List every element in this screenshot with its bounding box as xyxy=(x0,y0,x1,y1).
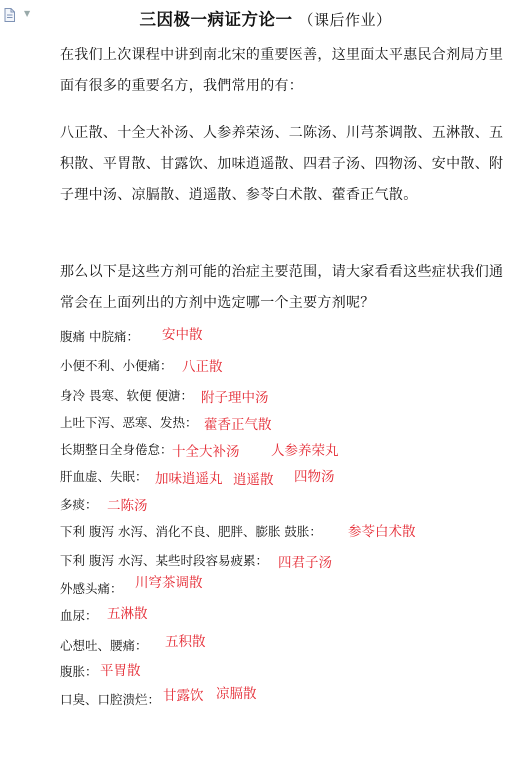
list-item xyxy=(60,545,520,571)
handwritten-answer: 参苓白术散 xyxy=(348,524,416,540)
handwritten-answer: 甘露饮 xyxy=(163,688,204,704)
dropdown-caret-icon[interactable]: ▼ xyxy=(24,9,31,18)
symptom-text: 长期整日全身倦怠： xyxy=(60,442,173,457)
list-item xyxy=(60,573,520,599)
formula-list-paragraph: 八正散、十全大补汤、人参养荣汤、二陈汤、川芎茶调散、五淋散、五积散、平胃散、甘露饮、加味逍遥散、四君子汤、四物汤、安中散、附子理中汤、凉膈散、逍遥散、参苓白术散、藿香正气散。 xyxy=(60,125,504,203)
list-item xyxy=(60,407,520,433)
list-item xyxy=(60,630,520,656)
list-item xyxy=(60,380,520,406)
list-item xyxy=(60,600,520,626)
handwritten-answer: 凉膈散 xyxy=(216,686,257,702)
title-sub: （课后作业） xyxy=(298,11,392,29)
handwritten-answer: 川穹茶调散 xyxy=(135,575,203,591)
handwritten-answer: 四物汤 xyxy=(294,469,335,485)
handwritten-answer: 人参养荣丸 xyxy=(271,443,339,459)
handwritten-answer: 十全大补汤 xyxy=(172,444,240,460)
symptom-text: 身冷 畏寒、软便 便溏： xyxy=(60,388,193,403)
symptom-text: 下利 腹泻 水泻、某些时段容易疲累： xyxy=(60,553,268,568)
list-item xyxy=(60,350,520,376)
handwritten-answer: 五淋散 xyxy=(107,606,148,622)
symptom-text: 口臭、口腔溃烂： xyxy=(60,692,161,707)
symptom-text: 腹胀： xyxy=(60,664,98,679)
handwritten-answer: 加味逍遥丸 xyxy=(155,471,223,487)
symptom-text: 上吐下泻、恶寒、发热： xyxy=(60,415,198,430)
handwritten-answer: 平胃散 xyxy=(100,663,141,679)
symptom-text: 血尿： xyxy=(60,608,98,623)
list-item xyxy=(60,489,520,515)
list-item xyxy=(60,434,520,460)
list-item xyxy=(60,656,520,682)
symptom-text: 下利 腹泻 水泻、消化不良、肥胖、膨胀 鼓胀： xyxy=(60,524,322,539)
intro-paragraph: 在我们上次课程中讲到南北宋的重要医善，这里面太平惠民合剂局方里面有很多的重要名方，我們常用的有： xyxy=(60,47,504,94)
symptom-text: 腹痛 中脘痛： xyxy=(60,329,139,344)
handwritten-answer: 八正散 xyxy=(182,359,223,375)
symptom-text: 多痰： xyxy=(60,497,98,512)
handwritten-answer: 附子理中汤 xyxy=(201,390,269,406)
list-item xyxy=(60,321,520,347)
document-title xyxy=(0,6,531,30)
title-main: 三因极一病证方论一 xyxy=(139,10,293,29)
list-item xyxy=(60,516,520,542)
symptom-text: 外感头痛： xyxy=(60,581,123,596)
handwritten-answer: 安中散 xyxy=(162,327,203,343)
handwritten-answer: 二陈汤 xyxy=(107,498,148,514)
handwritten-answer: 藿香正气散 xyxy=(204,417,272,433)
symptom-text: 肝血虚、失眠： xyxy=(60,469,148,484)
list-item xyxy=(60,461,520,487)
symptom-text: 小便不利、小便痛： xyxy=(60,358,173,373)
list-item xyxy=(60,684,520,710)
handwritten-answer: 五积散 xyxy=(165,634,206,650)
symptom-text: 心想吐、腰痛： xyxy=(60,638,148,653)
handwritten-answer: 四君子汤 xyxy=(278,555,332,571)
question-paragraph: 那么以下是这些方剂可能的治症主要范围，请大家看看这些症状我们通常会在上面列出的方剂中选定哪一个主要方剂呢？ xyxy=(60,264,504,311)
handwritten-answer: 逍遥散 xyxy=(233,472,274,488)
